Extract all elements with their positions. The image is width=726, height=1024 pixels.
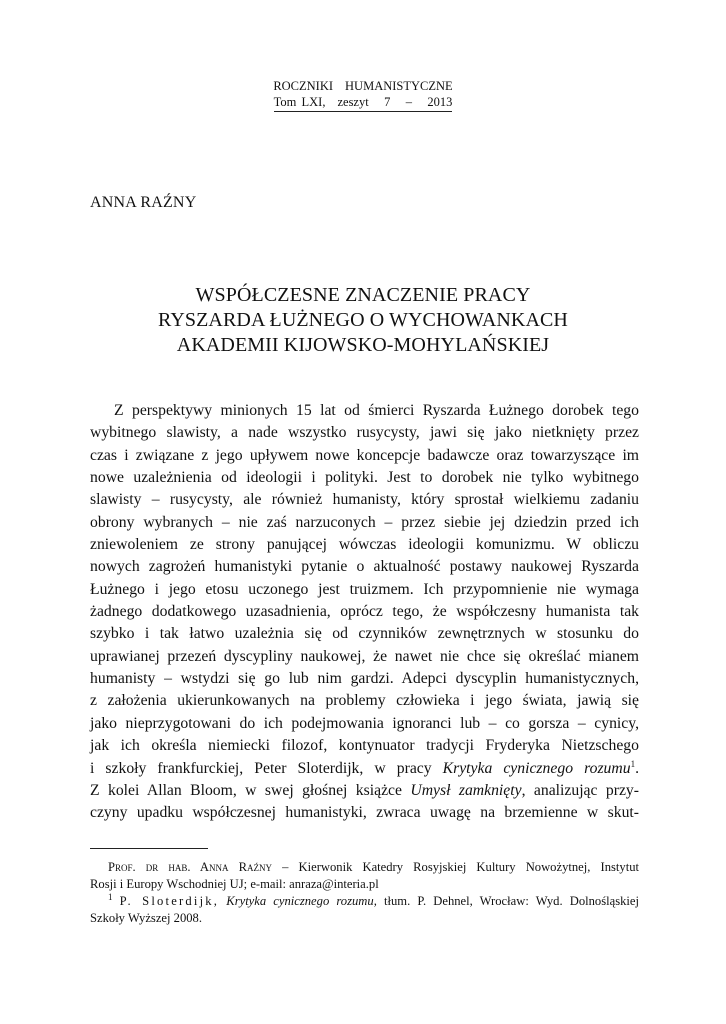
year: 2013	[427, 95, 453, 109]
journal-name-part2: HUMANISTYCZNE	[345, 79, 453, 93]
footnotes	[90, 859, 639, 927]
cited-title: Krytyka cynicznego rozumu	[442, 759, 631, 777]
body-line: z założenia ukierunkowanych na problemy człowieka i jego świata, jawią się	[90, 692, 639, 710]
volume: Tom LXI,	[273, 95, 326, 109]
body-line: Łużnego i jego etosu uczonego jest truizmem. Ich przypomnienie nie wymaga	[90, 580, 639, 598]
title-line: RYSZARDA ŁUŻNEGO O WYCHOWANKACH	[158, 309, 568, 331]
footnote-1	[90, 893, 639, 910]
title-line: WSPÓŁCZESNE ZNACZENIE PRACY	[195, 284, 531, 306]
body-line: slawisty – rusycysty, ale również humanisty, który sprostał wielkiemu zadaniu	[90, 491, 639, 509]
body-line: Z perspektywy minionych 15 lat od śmierci Ryszarda Łużnego dorobek tego	[114, 402, 639, 419]
journal-name	[0, 78, 726, 94]
affiliation-line: Rosji i Europy Wschodniej UJ; e-mail: anraza@interia.pl	[90, 877, 379, 891]
body-line: czyny upadku współczesnej humanistyki, zwraca uwagę na brzemienne w skut-	[90, 804, 639, 822]
body-line: jako nieprzygotowani do ich podejmowania ignoranci lub – co gorsza – cynicy,	[90, 714, 639, 732]
body-text	[90, 400, 639, 825]
footnote-publisher: tłum. P. Dehnel, Wrocław: Wyd. Dolnośląskiej	[376, 894, 639, 908]
author-name: ANNA RAŹNY	[90, 194, 197, 211]
body-line: żadnego dodatkowego uzasadnienia, oprócz tego, że współczesny humanista tak	[90, 603, 639, 621]
issue-dash: –	[405, 95, 412, 109]
footnote-number: 1	[108, 891, 113, 902]
footnote-title: Krytyka cynicznego rozumu,	[226, 894, 377, 908]
body-line: uprawianej przezeń dyscypliny naukowej, że nawet nie chce się określać mianem	[90, 647, 639, 665]
title-line: AKADEMII KIJOWSKO-MOHYLAŃSKIEJ	[176, 334, 550, 356]
body-line: czas i związane z jego upływem nowe koncepcje badawcze oraz towarzyszące im	[90, 446, 639, 464]
body-line: nowych zagrożeń humanistyki pytanie o aktualność postawy naukowej Ryszarda	[90, 558, 639, 576]
body-text-run: .	[635, 759, 639, 777]
body-line	[90, 758, 639, 780]
journal-issue	[274, 94, 453, 112]
issue-number: 7	[384, 95, 391, 109]
body-line: humanisty – wstydzi się go lub nim gardzi. Adepci dyscyplin humanistycznych,	[90, 670, 639, 688]
issue-label: zeszyt	[337, 95, 369, 109]
body-line: nowe uzależnienia od ideologii i polityki. Jest to dorobek nie tylko wybitnego	[90, 469, 639, 487]
footnote-ref[interactable]: 1	[630, 758, 636, 769]
cited-title: Umysł zamknięty	[410, 781, 522, 799]
author-title: Prof. dr hab. Anna Raźny	[108, 860, 273, 874]
article-title	[0, 283, 726, 358]
journal-header	[0, 78, 726, 112]
footnote-divider	[90, 848, 208, 849]
author-affiliation-note	[90, 859, 639, 876]
body-line: obrony wybranych – nie zaś narzuconych – przez siebie jej dziedzin przed ich	[90, 513, 639, 531]
affiliation-text: – Kierwonik Katedry Rosyjskiej Kultury Nowożytnej, Instytut	[272, 860, 639, 874]
body-line: jak ich określa niemiecki filozof, kontynuator tradycji Fryderyka Nietzschego	[90, 737, 639, 755]
body-line	[90, 780, 639, 802]
body-text-run: , analizując przy-	[521, 781, 639, 799]
footnote-1-cont: Szkoły Wyższej 2008.	[90, 911, 202, 925]
journal-name-part1: ROCZNIKI	[273, 79, 334, 93]
body-line: szybko i tak łatwo uzależnia się od czynników zewnętrznych w stosunku do	[90, 625, 639, 643]
body-line: wybitnego slawisty, a nade wszystko rusycysty, jawi się jako nietknięty przez	[90, 424, 639, 442]
body-line: zniewoleniem ze strony panującej wówczas ideologii komunizmu. W obliczu	[90, 536, 639, 554]
footnote-author: P. Sloterdijk,	[119, 894, 220, 908]
body-text-run: i szkoły frankfurckiej, Peter Sloterdijk, w pracy	[90, 759, 432, 777]
body-text-run: Z kolei Allan Bloom, w swej głośnej książce	[90, 781, 402, 799]
